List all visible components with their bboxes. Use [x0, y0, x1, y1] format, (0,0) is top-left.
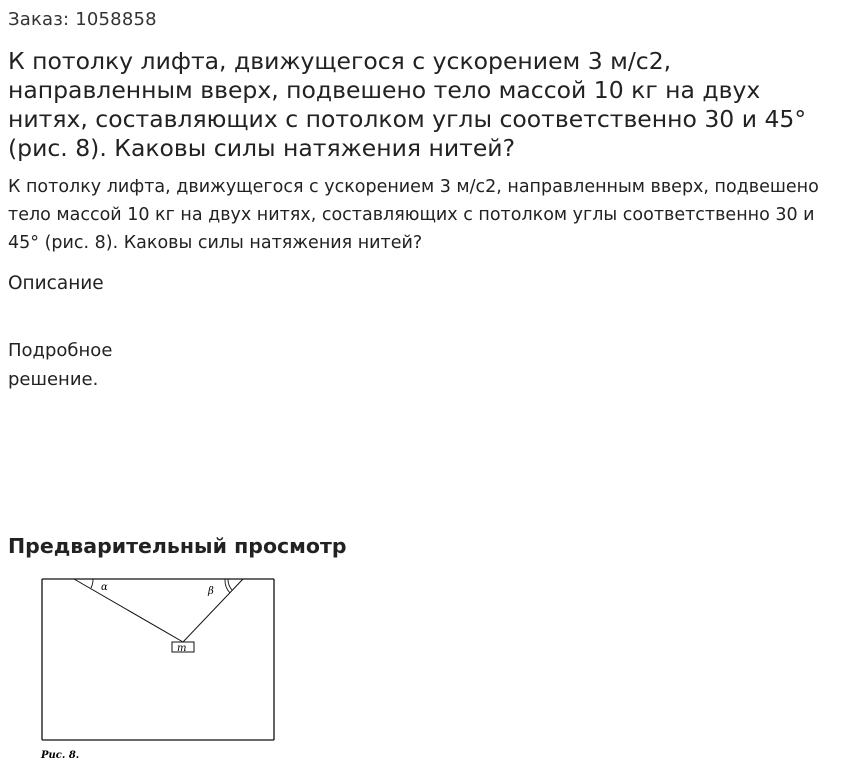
- mass-label: m: [177, 643, 187, 654]
- preview-heading: Предварительный просмотр: [8, 534, 347, 558]
- beta-label: β: [208, 586, 214, 597]
- alpha-arc: [91, 579, 93, 588]
- alpha-label: α: [101, 582, 108, 593]
- figure-caption: Рис. 8.: [41, 750, 80, 761]
- description-heading: Описание: [8, 273, 104, 294]
- elevator-diagram: [36, 574, 282, 766]
- problem-title: К потолку лифта, движущегося с ускорением 3 м/с2, направленным вверх, подвешено тело массой 10 кг на двух нитях, составляющих с потолком углы соответственно 30 и 45° (рис. 8). Каковы силы натяжения нитей?: [8, 47, 807, 162]
- preview-figure: [36, 574, 282, 766]
- problem-text: К потолку лифта, движущегося с ускорением 3 м/с2, направленным вверх, подвешено тело массой 10 кг на двух нитях, составляющих с потолком углы соответственно 30 и 45° (рис. 8). Каковы силы натяжения нитей?: [8, 177, 819, 253]
- order-number: Заказ: 1058858: [8, 9, 157, 30]
- description-detail: Подробное решение.: [8, 340, 113, 390]
- beta-arc: [228, 579, 232, 590]
- left-thread: [74, 579, 183, 642]
